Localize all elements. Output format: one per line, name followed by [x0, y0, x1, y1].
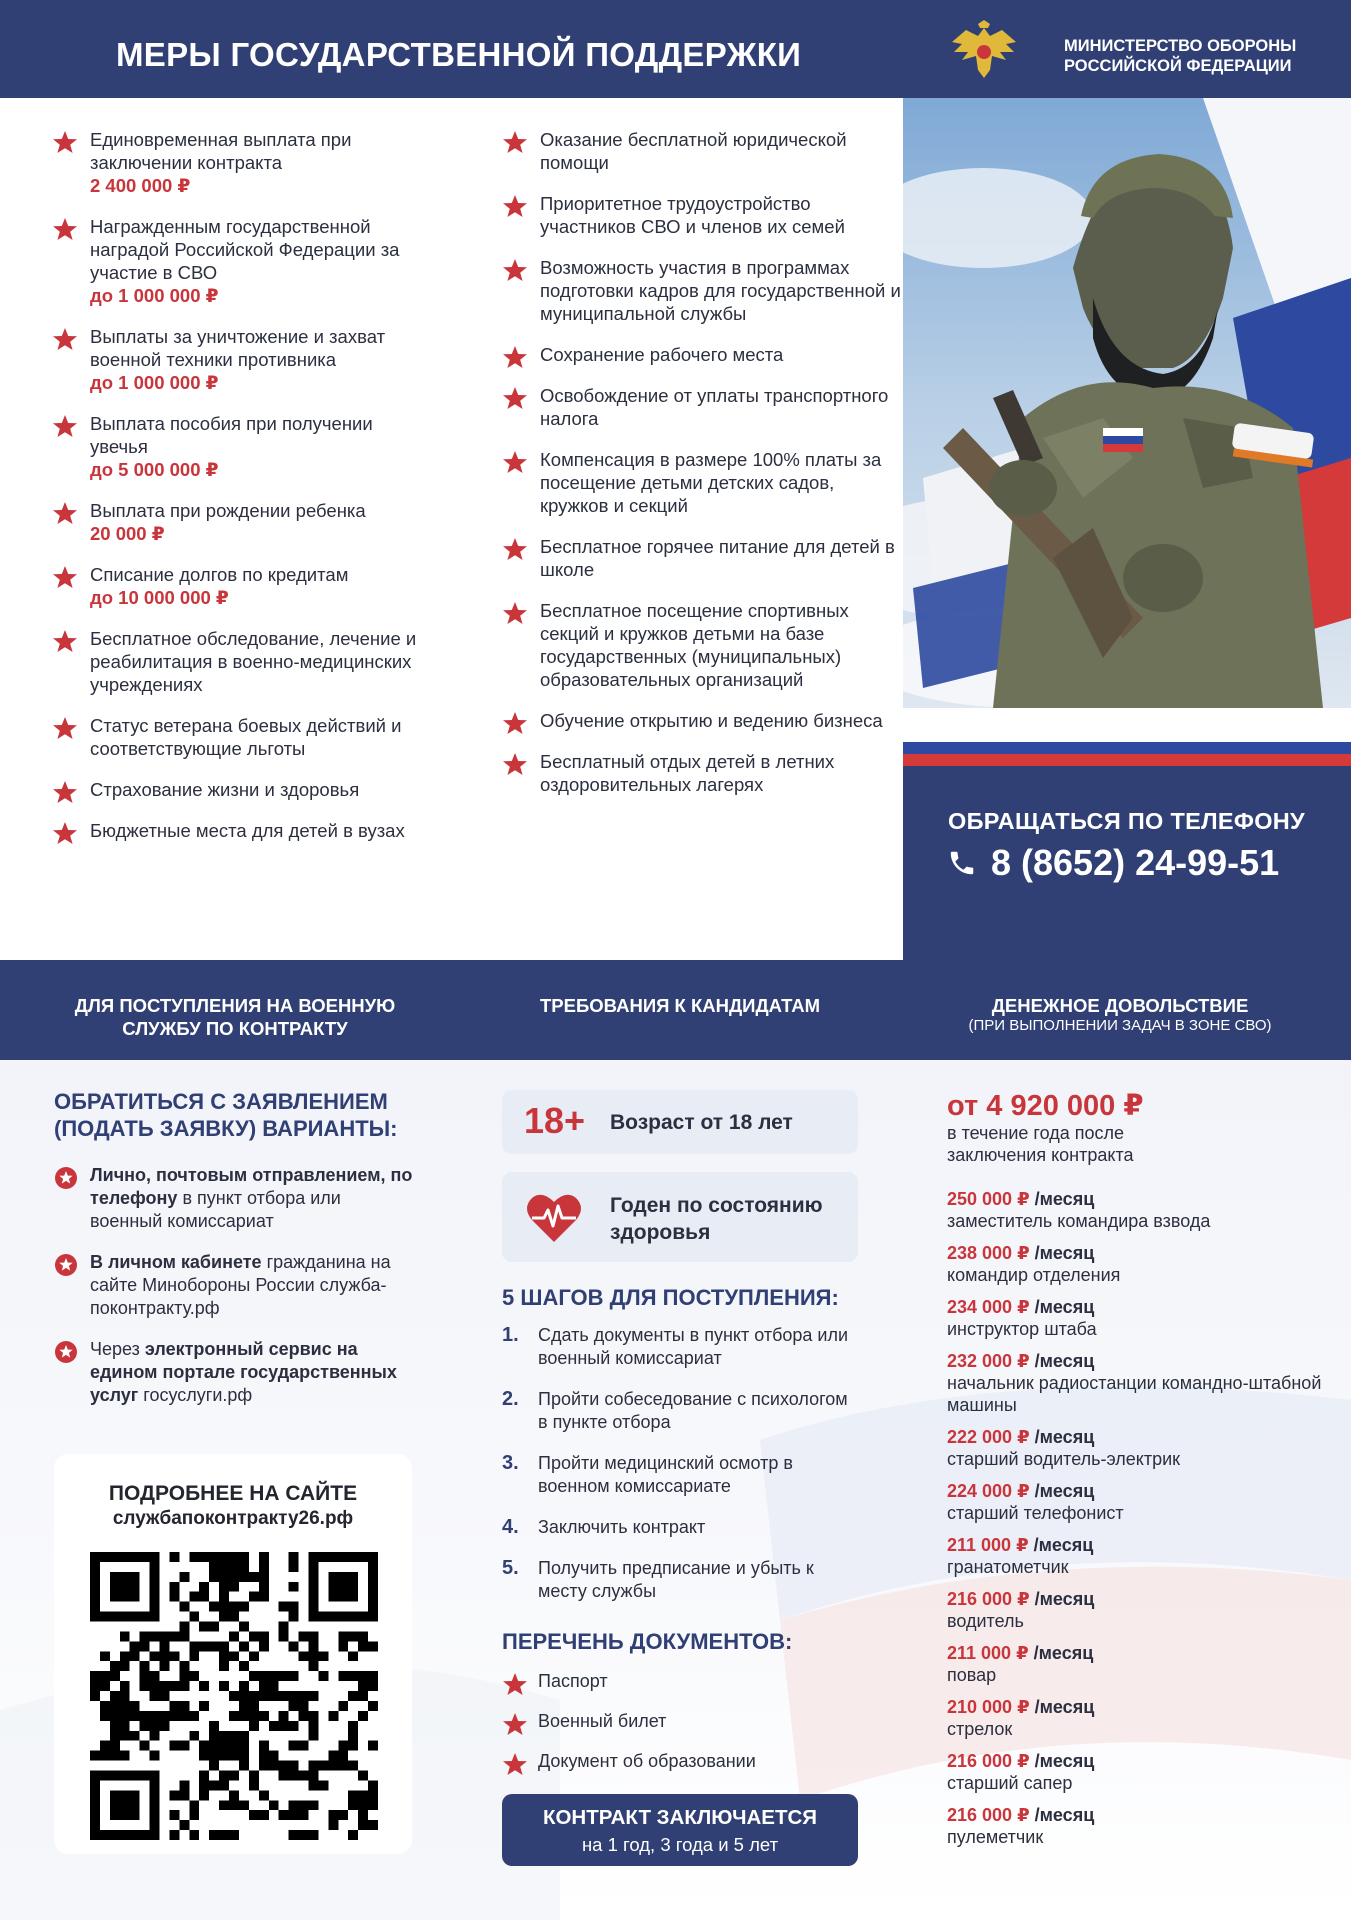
star-icon — [502, 537, 528, 561]
benefit-text: Бесплатное посещение спортивных секций и кружков детьми на базе государственных (муниципальных) образовательных организаций — [540, 600, 849, 690]
salary-amount: 238 000 ₽ — [947, 1243, 1030, 1263]
benefit-text: Возможность участия в программах подготовки кадров для государственной и муниципальной службы — [540, 257, 901, 324]
salary-item — [947, 1750, 1327, 1794]
salary-amount: 211 000 ₽ — [947, 1643, 1029, 1663]
soldier-photo — [903, 98, 1351, 708]
apply-option-rest: госуслуги.рф — [138, 1385, 253, 1405]
salary-role: старший телефонист — [947, 1503, 1124, 1523]
benefit-amount: до 10 000 000 ₽ — [90, 587, 229, 608]
band-pay-note: (ПРИ ВЫПОЛНЕНИИ ЗАДАЧ В ЗОНЕ СВО) — [968, 1017, 1272, 1034]
star-icon — [502, 194, 528, 218]
russian-flag-stripe — [903, 730, 1351, 766]
step-text: Пройти медицинский осмотр в военном комиссариате — [538, 1453, 793, 1496]
star-icon — [52, 327, 78, 351]
ministry-line-1: МИНИСТЕРСТВО ОБОРОНЫ — [1064, 37, 1297, 55]
step-item — [502, 1452, 862, 1498]
star-icon — [502, 752, 528, 776]
star-icon — [502, 1712, 528, 1736]
step-number: 5. — [502, 1557, 519, 1579]
salary-period: /месяц — [1028, 1535, 1094, 1555]
benefit-amount: до 1 000 000 ₽ — [90, 372, 219, 393]
benefit-item — [502, 535, 902, 581]
salary-period: /месяц — [1029, 1481, 1095, 1501]
star-circle-icon — [54, 1340, 78, 1364]
step-text: Заключить контракт — [538, 1517, 706, 1537]
pay-total-note: в течение года после заключения контракта — [947, 1123, 1134, 1165]
salary-role: водитель — [947, 1611, 1024, 1631]
pay-total: от 4 920 000 ₽ — [947, 1090, 1144, 1122]
requirement-health-card — [502, 1172, 858, 1262]
apply-option-bold: Лично, почтовым отправлением, по телефону — [90, 1165, 413, 1208]
benefit-text: Сохранение рабочего места — [540, 344, 784, 365]
step-text: Пройти собеседование с психологом в пункте отбора — [538, 1389, 848, 1432]
page-title: МЕРЫ ГОСУДАРСТВЕННОЙ ПОДДЕРЖКИ — [116, 36, 802, 73]
heart-pulse-icon — [526, 1190, 582, 1244]
salary-role: заместитель командира взвода — [947, 1211, 1211, 1231]
benefit-item — [52, 819, 422, 842]
salary-item — [947, 1296, 1327, 1340]
salary-role: стрелок — [947, 1719, 1013, 1739]
apply-option-bold: В личном кабинете — [90, 1252, 262, 1272]
salary-period: /месяц — [1029, 1805, 1095, 1825]
star-icon — [502, 711, 528, 735]
salary-item — [947, 1534, 1327, 1578]
salary-role: пулеметчик — [947, 1827, 1044, 1847]
salary-amount: 211 000 ₽ — [947, 1535, 1029, 1555]
step-item — [502, 1557, 862, 1603]
flag-stripe-blue — [903, 742, 1351, 754]
contract-terms: на 1 год, 3 года и 5 лет — [581, 1834, 779, 1855]
band-heading-pay — [940, 994, 1300, 1035]
salary-item — [947, 1588, 1327, 1632]
salary-amount: 210 000 ₽ — [947, 1697, 1030, 1717]
salary-period: /месяц — [1029, 1697, 1095, 1717]
benefit-item — [502, 599, 902, 691]
benefit-item — [52, 128, 422, 197]
star-icon — [502, 1752, 528, 1776]
contact-panel — [903, 766, 1351, 960]
document-text: Документ об образовании — [538, 1751, 756, 1771]
flag-stripe-white — [903, 730, 1351, 742]
benefit-item — [52, 412, 422, 481]
documents-title: ПЕРЕЧЕНЬ ДОКУМЕНТОВ: — [502, 1629, 793, 1654]
star-icon — [502, 258, 528, 282]
document-text: Военный билет — [538, 1711, 667, 1731]
phone-icon — [947, 848, 977, 878]
health-requirement-text: Годен по состоянию здоровья — [610, 1194, 823, 1244]
star-icon — [502, 1672, 528, 1696]
lower-section — [0, 1060, 1351, 1920]
salary-item — [947, 1804, 1327, 1848]
document-item — [502, 1710, 862, 1733]
salary-item — [947, 1242, 1327, 1286]
star-circle-icon — [54, 1253, 78, 1277]
star-icon — [52, 780, 78, 804]
apply-option-prefix: Через — [90, 1339, 145, 1359]
salary-item — [947, 1642, 1327, 1686]
benefit-item — [502, 256, 902, 325]
salary-period: /месяц — [1029, 1243, 1095, 1263]
benefit-item — [52, 325, 422, 394]
benefit-amount: до 5 000 000 ₽ — [90, 459, 219, 480]
website-link[interactable]: службапоконтракту26.рф — [112, 1508, 354, 1529]
benefit-item — [52, 627, 422, 696]
salary-item — [947, 1426, 1327, 1470]
benefit-amount: 20 000 ₽ — [90, 523, 165, 544]
salary-role: старший сапер — [947, 1773, 1073, 1793]
apply-option-bold: электронный сервис на едином портале государственных услуг — [90, 1339, 397, 1405]
benefit-text: Освобождение от уплаты транспортного налога — [540, 385, 889, 429]
salary-amount: 234 000 ₽ — [947, 1297, 1030, 1317]
benefit-text: Приоритетное трудоустройство участников СВО и членов их семей — [540, 193, 845, 237]
contract-term-box — [502, 1794, 858, 1866]
salary-amount: 216 000 ₽ — [947, 1751, 1030, 1771]
benefit-item — [52, 563, 422, 609]
benefit-text: Выплаты за уничтожение и захват военной техники противника — [90, 326, 386, 370]
benefit-text: Бесплатное горячее питание для детей в школе — [540, 536, 895, 580]
salary-amount: 216 000 ₽ — [947, 1805, 1030, 1825]
apply-option — [54, 1251, 414, 1320]
benefit-item — [52, 215, 422, 307]
salary-period: /месяц — [1029, 1297, 1095, 1317]
salary-list — [947, 1188, 1327, 1858]
star-icon — [502, 386, 528, 410]
star-icon — [502, 601, 528, 625]
apply-options-list — [54, 1164, 414, 1425]
star-icon — [502, 345, 528, 369]
star-icon — [52, 565, 78, 589]
salary-role: старший водитель-электрик — [947, 1449, 1181, 1469]
age-badge: 18+ — [524, 1100, 586, 1141]
star-icon — [52, 217, 78, 241]
star-icon — [52, 130, 78, 154]
benefit-item — [502, 384, 902, 430]
step-number: 1. — [502, 1324, 519, 1346]
step-text: Сдать документы в пункт отбора или военный комиссариат — [538, 1325, 849, 1368]
phone-number[interactable]: 8 (8652) 24-99-51 — [991, 842, 1280, 883]
salary-period: /месяц — [1029, 1351, 1095, 1371]
star-icon — [52, 501, 78, 525]
benefit-item — [502, 709, 902, 732]
header-bar — [0, 0, 1351, 98]
benefit-text: Обучение открытию и ведению бизнеса — [540, 710, 883, 731]
age-requirement-text: Возраст от 18 лет — [610, 1111, 793, 1134]
benefit-item — [502, 448, 902, 517]
salary-period: /месяц — [1029, 1589, 1095, 1609]
salary-period: /месяц — [1029, 1189, 1095, 1209]
star-icon — [52, 716, 78, 740]
benefit-item — [502, 750, 902, 796]
qr-card — [54, 1454, 412, 1854]
salary-role: инструктор штаба — [947, 1319, 1097, 1339]
salary-role: начальник радиостанции командно-штабной машины — [947, 1373, 1322, 1415]
benefit-item — [502, 343, 902, 366]
qr-title: ПОДРОБНЕЕ НА САЙТЕ — [108, 1482, 358, 1505]
step-item — [502, 1516, 862, 1539]
step-number: 4. — [502, 1516, 519, 1538]
document-item — [502, 1750, 862, 1773]
benefit-item — [52, 778, 422, 801]
benefit-text: Награжденным государственной наградой Российской Федерации за участие в СВО — [90, 216, 400, 283]
salary-amount: 232 000 ₽ — [947, 1351, 1030, 1371]
step-number: 3. — [502, 1452, 519, 1474]
benefit-text: Выплата при рождении ребенка — [90, 500, 366, 521]
benefit-text: Бесплатный отдых детей в летних оздоровительных лагерях — [540, 751, 835, 795]
star-icon — [52, 821, 78, 845]
salary-item — [947, 1696, 1327, 1740]
benefit-text: Списание долгов по кредитам — [90, 564, 349, 585]
benefit-amount: до 1 000 000 ₽ — [90, 285, 219, 306]
benefit-text: Страхование жизни и здоровья — [90, 779, 360, 800]
benefit-text: Статус ветерана боевых действий и соответствующие льготы — [90, 715, 402, 759]
double-headed-eagle-emblem-icon — [948, 20, 1020, 84]
salary-amount: 250 000 ₽ — [947, 1189, 1030, 1209]
salary-amount: 216 000 ₽ — [947, 1589, 1030, 1609]
apply-option — [54, 1338, 414, 1407]
star-icon — [502, 130, 528, 154]
star-icon — [52, 629, 78, 653]
benefit-text: Бесплатное обследование, лечение и реабилитация в военно-медицинских учреждениях — [90, 628, 417, 695]
document-text: Паспорт — [538, 1671, 608, 1691]
salary-amount: 224 000 ₽ — [947, 1481, 1030, 1501]
benefits-list-left — [52, 128, 422, 860]
apply-option-rest: в пункт отбора или военный комиссариат — [90, 1188, 341, 1231]
benefit-text: Компенсация в размере 100% платы за посещение детьми детских садов, кружков и секций — [540, 449, 882, 516]
document-item — [502, 1670, 862, 1693]
benefit-text: Выплата пособия при получении увечья — [90, 413, 373, 457]
apply-option — [54, 1164, 414, 1233]
benefit-item — [52, 499, 422, 545]
salary-item — [947, 1188, 1327, 1232]
ministry-name — [1064, 36, 1296, 76]
step-text: Получить предписание и убыть к месту службы — [538, 1558, 814, 1601]
benefits-list-right — [502, 128, 902, 814]
requirement-age-card — [502, 1090, 858, 1154]
band-pay-title: ДЕНЕЖНОЕ ДОВОЛЬСТВИЕ — [991, 995, 1249, 1016]
salary-role: повар — [947, 1665, 997, 1685]
steps-title: 5 ШАГОВ ДЛЯ ПОСТУПЛЕНИЯ: — [502, 1285, 839, 1310]
step-number: 2. — [502, 1388, 519, 1410]
flag-stripe-red — [903, 754, 1351, 766]
contact-label: ОБРАЩАТЬСЯ ПО ТЕЛЕФОНУ — [948, 808, 1305, 834]
documents-list — [502, 1670, 862, 1790]
section-header-band — [0, 960, 1351, 1060]
benefit-item — [502, 128, 902, 174]
qr-code[interactable] — [90, 1552, 378, 1840]
salary-item — [947, 1480, 1327, 1524]
contract-title: КОНТРАКТ ЗАКЛЮЧАЕТСЯ — [542, 1806, 818, 1829]
step-item — [502, 1324, 862, 1370]
benefit-text: Бюджетные места для детей в вузах — [90, 820, 405, 841]
ministry-line-2: РОССИЙСКОЙ ФЕДЕРАЦИИ — [1064, 57, 1292, 75]
steps-list — [502, 1324, 862, 1621]
benefit-amount: 2 400 000 ₽ — [90, 175, 191, 196]
benefit-item — [52, 714, 422, 760]
star-icon — [502, 450, 528, 474]
star-icon — [52, 414, 78, 438]
band-heading-requirements: ТРЕБОВАНИЯ К КАНДИДАТАМ — [540, 995, 821, 1016]
band-heading-contract-service: ДЛЯ ПОСТУПЛЕНИЯ НА ВОЕННУЮ СЛУЖБУ ПО КОНТРАКТУ — [74, 995, 396, 1039]
salary-item — [947, 1350, 1327, 1416]
salary-period: /месяц — [1028, 1643, 1094, 1663]
salary-amount: 222 000 ₽ — [947, 1427, 1030, 1447]
salary-period: /месяц — [1029, 1427, 1095, 1447]
apply-option-rest: гражданина на сайте Минобороны России службапоконтракту.рф — [90, 1252, 391, 1318]
benefit-text: Единовременная выплата при заключении контракта — [90, 129, 352, 173]
star-circle-icon — [54, 1166, 78, 1190]
benefit-text: Оказание бесплатной юридической помощи — [540, 129, 847, 173]
salary-period: /месяц — [1029, 1751, 1095, 1771]
apply-title: ОБРАТИТЬСЯ С ЗАЯВЛЕНИЕМ (ПОДАТЬ ЗАЯВКУ) ВАРИАНТЫ: — [54, 1089, 398, 1141]
salary-role: гранатометчик — [947, 1557, 1069, 1577]
salary-role: командир отделения — [947, 1265, 1121, 1285]
step-item — [502, 1388, 862, 1434]
benefit-item — [502, 192, 902, 238]
